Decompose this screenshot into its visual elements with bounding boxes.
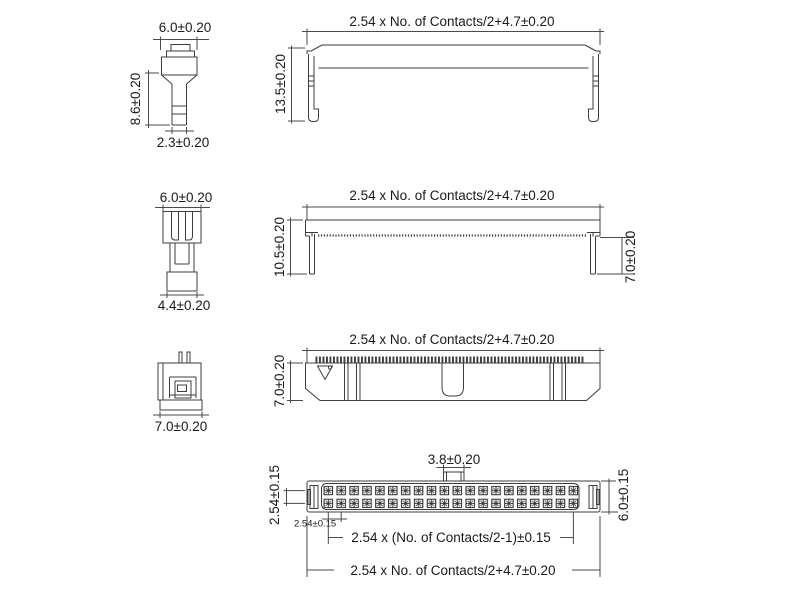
view-contact-side — [128, 20, 211, 150]
contact-teeth-strip — [316, 357, 586, 364]
dim-label-connector-body-length: 2.54 x No. of Contacts/2+4.7±0.20 — [349, 332, 555, 347]
dim-label-connector-body-height: 7.0±0.20 — [272, 354, 287, 408]
view-connector-front — [272, 188, 638, 283]
dim-label-connector-top-length: 2.54 x No. of Contacts/2+4.7±0.20 — [349, 14, 555, 29]
dim-lines-row-pitch — [284, 488, 306, 506]
dim-lines-contact-end-width — [153, 412, 209, 419]
dim-lines-connector-top-height — [288, 46, 305, 124]
dim-label-contact-side-tip: 2.3±0.20 — [156, 135, 210, 150]
connector-top-outline — [307, 45, 600, 122]
dim-label-contact-pitch: 2.54±0.15 — [294, 518, 337, 530]
contact-front-outline — [163, 212, 201, 292]
dim-label-contact-side-height: 8.6±0.20 — [128, 72, 143, 126]
dim-lines-connector-body-height — [287, 361, 303, 404]
dim-lines-connector-front-height — [287, 218, 307, 277]
dim-label-connector-front-length: 2.54 x No. of Contacts/2+4.7±0.20 — [349, 188, 555, 203]
view-connector-bottom — [267, 452, 631, 578]
view-connector-top — [273, 14, 604, 124]
dim-lines-connector-top-length — [302, 29, 604, 46]
dim-label-contact-end-width: 7.0±0.20 — [154, 419, 208, 434]
dim-lines-contact-side-tip — [165, 127, 194, 134]
view-contact-front — [155, 190, 212, 313]
dim-label-connector-front-height: 10.5±0.20 — [272, 217, 287, 277]
polarity-slot-tab — [444, 472, 465, 481]
dim-label-contact-side-width: 6.0±0.20 — [158, 20, 212, 35]
view-contact-end — [153, 352, 209, 434]
dim-label-contact-front-base: 4.4±0.20 — [157, 298, 211, 313]
dim-label-contact-front-width: 6.0±0.20 — [159, 190, 213, 205]
dim-label-connector-top-height: 13.5±0.20 — [273, 54, 288, 114]
dim-lines-connector-front-length — [302, 204, 604, 220]
connector-body-outline — [306, 363, 601, 401]
dim-lines-contact-side-width — [153, 37, 209, 51]
dim-label-slot-width: 3.8±0.20 — [427, 452, 481, 467]
polarity-circle-mark — [328, 366, 331, 369]
dim-label-body-width: 6.0±0.15 — [616, 468, 631, 522]
contact-side-outline — [162, 45, 198, 126]
dim-label-bottom-length: 2.54 x No. of Contacts/2+4.7±0.20 — [350, 563, 556, 578]
view-connector-body — [272, 332, 604, 407]
dim-label-connector-front-leg: 7.0±0.20 — [623, 230, 638, 284]
dim-label-contact-span: 2.54 x (No. of Contacts/2-1)±0.15 — [351, 530, 551, 545]
contact-row-2 — [324, 499, 579, 509]
polarity-triangle-mark — [318, 366, 333, 380]
dim-label-row-pitch: 2.54±0.15 — [267, 465, 282, 525]
contact-end-outline — [158, 352, 202, 410]
connector-front-outline — [306, 220, 601, 274]
contact-row-1 — [324, 486, 579, 496]
